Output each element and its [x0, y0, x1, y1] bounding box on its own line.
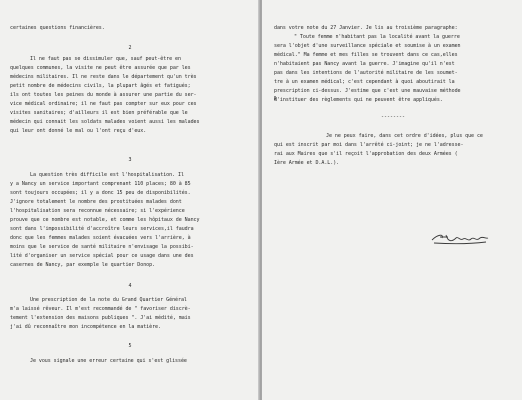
- right-page: [262, 0, 522, 400]
- section-2-line: visites sanitaires; d'ailleurs il est bien préférable que le: [10, 110, 188, 116]
- closing-line: rai aux Maires que s'il reçoit l'approbation des deux Armées (: [274, 151, 458, 157]
- section-2-line: petit nombre de médecins civils, la plupart âgés et fatigués;: [10, 83, 191, 89]
- section-3-line: sont dans l'impossibilité d'accroître leurs services,il faudra: [10, 226, 194, 232]
- section-3-line: lité d'organiser un service spécial pour ce usage dans une des: [10, 253, 194, 259]
- closing-line: Je ne peux faire, dans cet ordre d'idées, plus que ce: [326, 133, 483, 139]
- right-line: n'habitaient pas Nancy avant la guerre. J'imagine qu'il n'est: [274, 61, 455, 67]
- left-page: [0, 0, 260, 400]
- section-4-number: 4: [128, 283, 132, 289]
- right-line: prescription ci-dessus. J'estime que c'est une mauvaise méthode: [274, 88, 461, 94]
- section-3-line: y a Nancy un service important comprenant 110 places; 80 à 85: [10, 181, 191, 187]
- handwritten-signature: [430, 232, 490, 246]
- section-3-line: La question très difficile est l'hospitalisation. Il: [30, 172, 184, 178]
- section-2-line: ils ont toutes les peines du monde à assurer une partie du ser-: [10, 92, 197, 98]
- right-line: tre à un examen médical; c'est cependant à quoi aboutirait la: [274, 79, 455, 85]
- section-4-line: j'ai dû reconnaître mon incompétence en la matière.: [10, 324, 161, 330]
- line-top: certaines questions financières.: [10, 25, 105, 31]
- section-3-line: donc que les femmes malades soient évacuées vers l'arrière, à: [10, 235, 191, 241]
- closing-line: Ière Armée et D.A.L.).: [274, 160, 340, 166]
- section-4-line: Une prescription de la note du Grand Quartier Général: [30, 297, 187, 303]
- section-3-number: 3: [128, 157, 132, 163]
- right-page-text: [274, 0, 512, 168]
- separator: --------: [380, 114, 406, 120]
- section-4-line: tement l'extension des maisons publiques ". J'ai médité, mais: [10, 315, 191, 321]
- section-4-line: m'a laissé rêveur. Il m'est recommandé de " favoriser discrè-: [10, 306, 191, 312]
- section-2-line: médecins militaires. Il ne reste dans le département qu'un très: [10, 74, 197, 80]
- right-line: dans votre note du 27 Janvier. Je lis au troisième paragraphe:: [274, 25, 458, 31]
- right-line: pas dans les intentions de l'autorité militaire de les soumet-: [274, 70, 458, 76]
- section-3-line: l'hospitalisation sera reconnue nécessaire; si l'expérience: [10, 208, 185, 214]
- right-line: sera l'objet d'une surveillance spéciale et soumise à un examen: [274, 43, 461, 49]
- closing-line: qui est inscrit par moi dans l'arrêté ci-joint; je ne l'adresse-: [274, 142, 464, 148]
- section-3-line: sont toujours occupées; il y a donc 15 peu de disponibilités.: [10, 190, 191, 196]
- section-3-line: casernes de Nancy, par exemple le quartier Donop.: [10, 262, 156, 268]
- section-2-line: vice médical ordinaire; il ne faut pas compter sur eux pour ces: [10, 101, 197, 107]
- section-2-line: quelques communes, la visite ne peut être assurée que par les: [10, 65, 191, 71]
- section-5-line: Je vous signale une erreur certaine qui s'est glissée: [30, 358, 187, 364]
- right-line: médical." Ma femme et mes filles se trouvent dans ce cas,elles: [274, 52, 458, 58]
- section-3-line: J'ignore totalement le nombre des prostituées malades dont: [10, 199, 182, 205]
- right-line: d'instituer des règlements qui ne peuvent être appliqués.: [274, 97, 443, 103]
- right-line: " Toute femme n'habitant pas la localité avant la guerre: [294, 34, 460, 40]
- left-page-text: [10, 0, 250, 366]
- section-3-line: moins que le service de santé militaire n'envisage la possibi-: [10, 244, 194, 250]
- section-5-number: 5: [128, 343, 132, 349]
- section-3-line: prouve que ce nombre est notable, et comme les hôpitaux de Nancy: [10, 217, 200, 223]
- section-2-line: qui leur ont donné le mal ou l'ont reçu d'eux.: [10, 128, 147, 134]
- section-2-line: Il ne faut pas se dissimuler que, sauf peut-être en: [30, 56, 181, 62]
- section-2-line: médecin qui connait les soldats malades voient aussi les malades: [10, 119, 200, 125]
- section-2-number: 2: [128, 45, 132, 51]
